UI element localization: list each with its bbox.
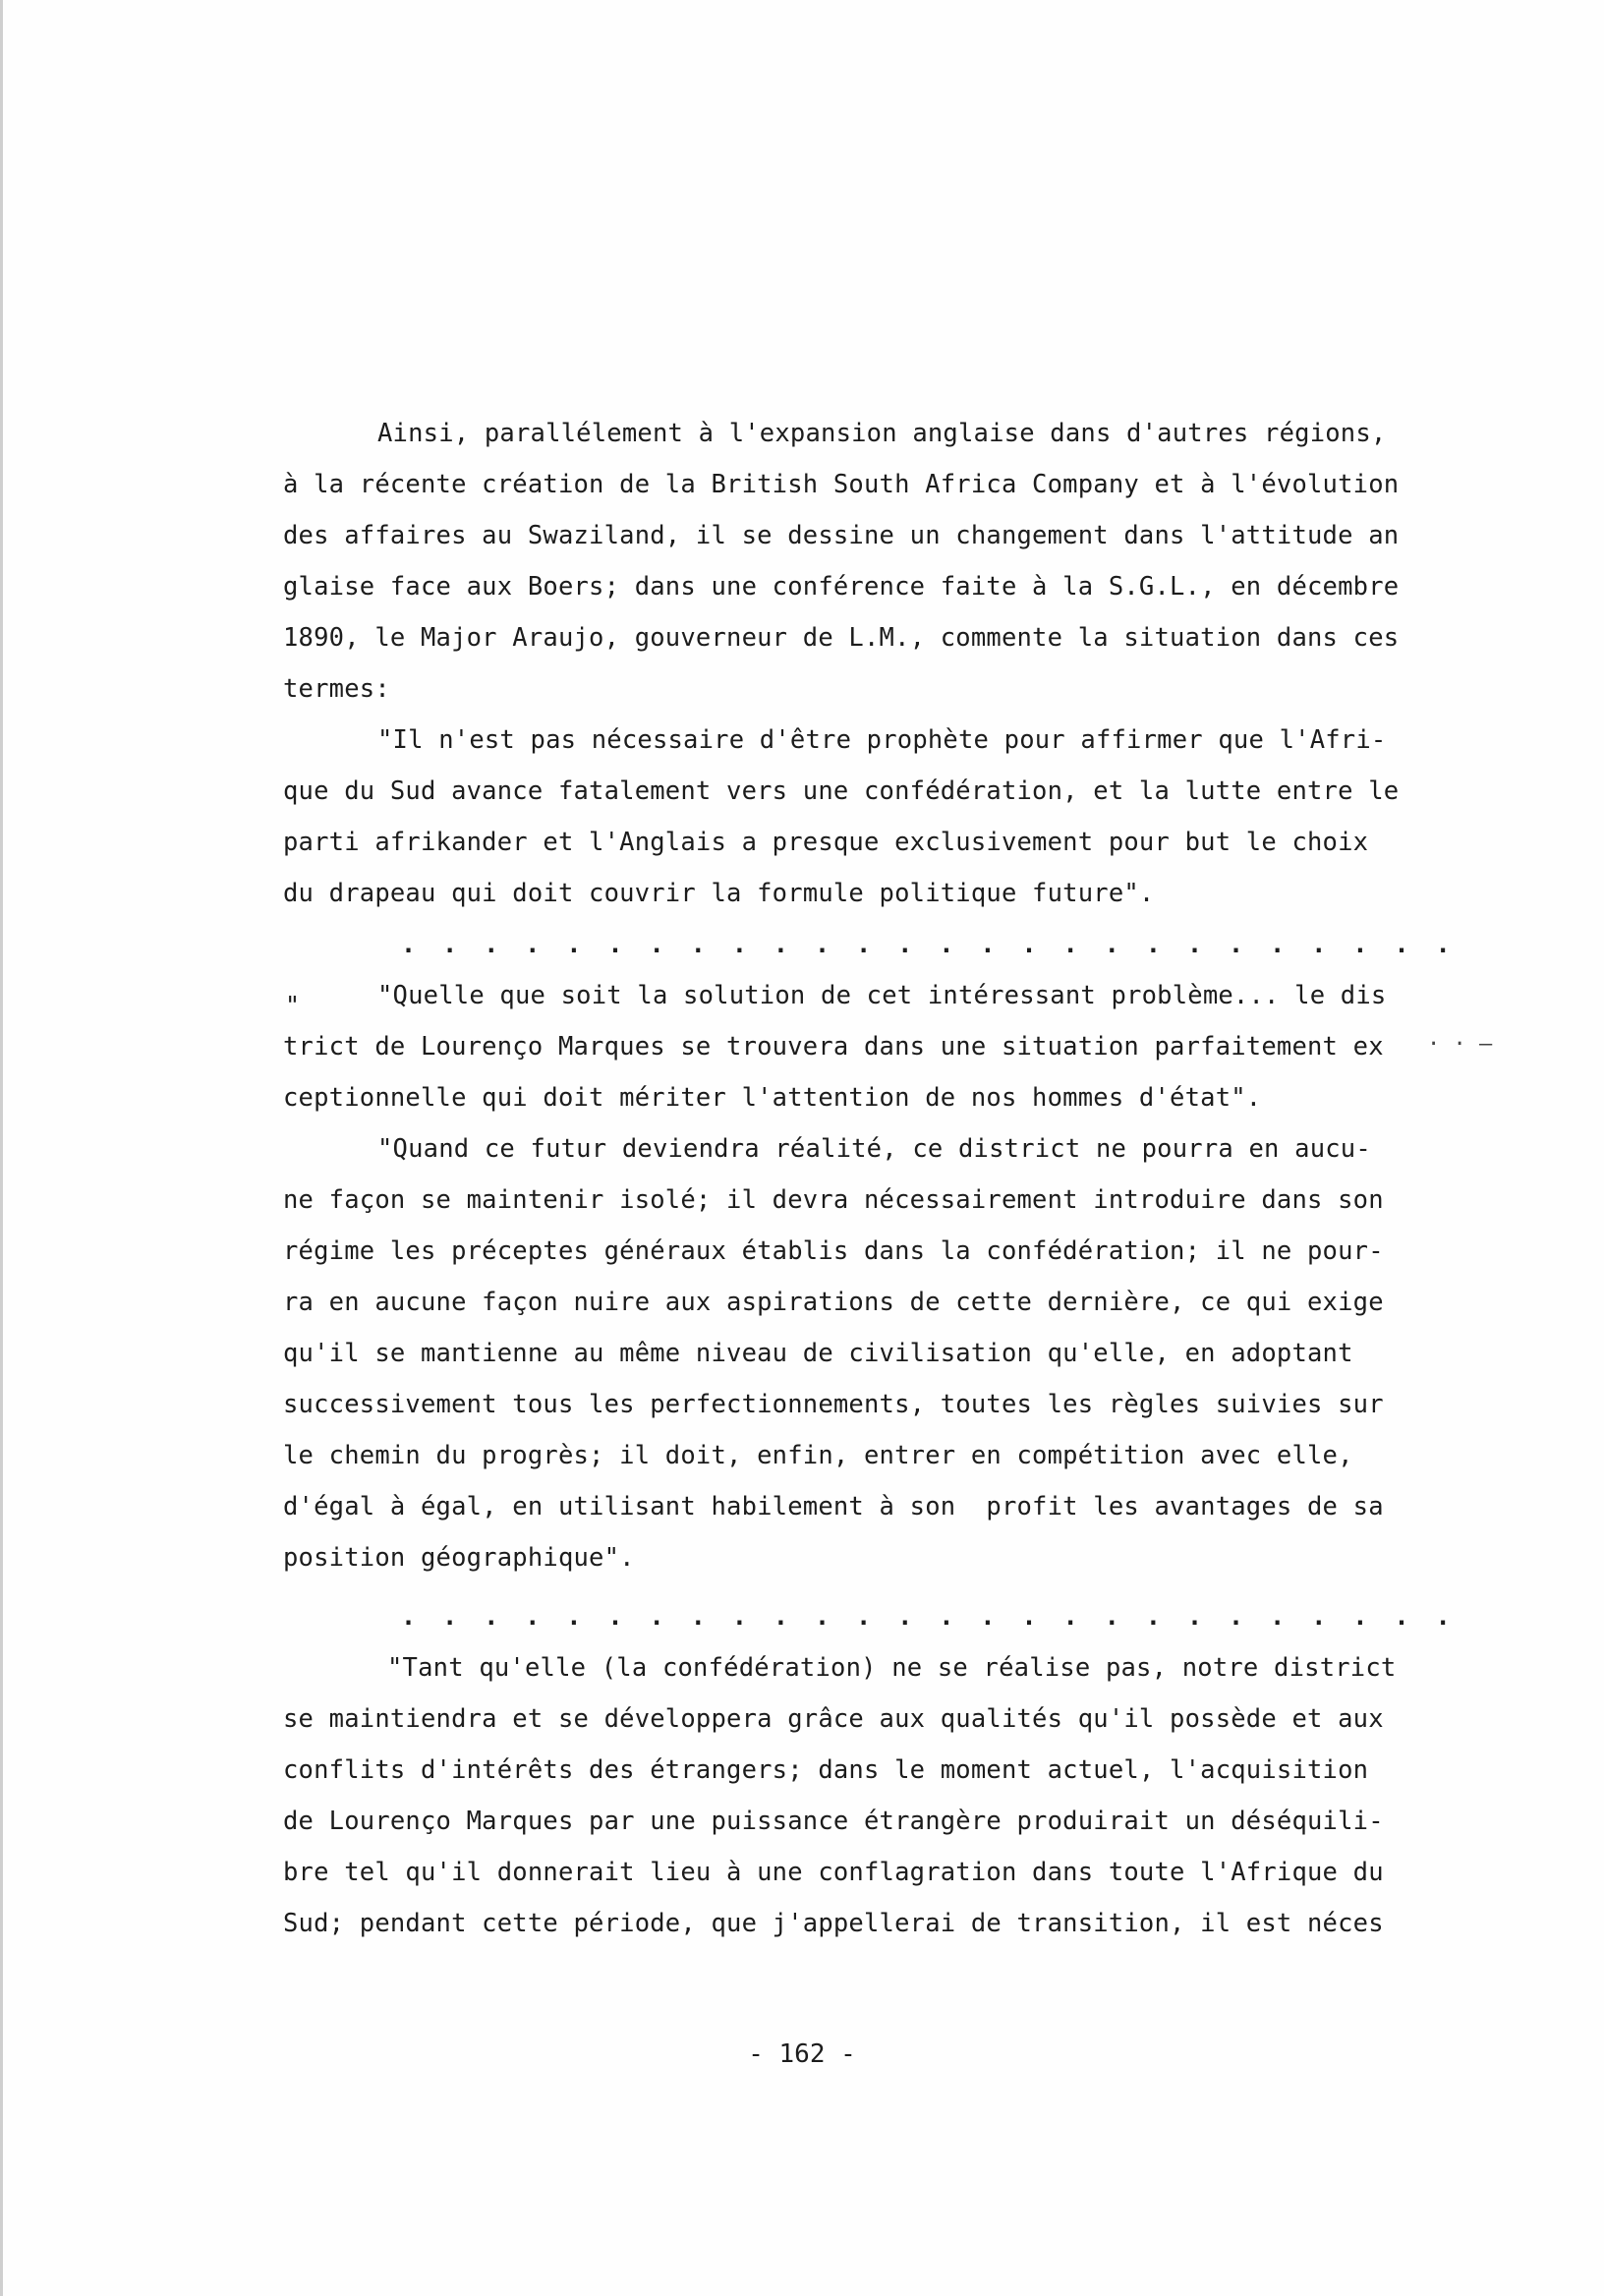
text-line: ra en aucune façon nuire aux aspirations de cette dernière, ce qui exige bbox=[283, 1288, 1384, 1317]
text-line: que du Sud avance fatalement vers une confédération, et la lutte entre le bbox=[283, 776, 1400, 806]
text-line: position géographique". bbox=[283, 1543, 635, 1573]
ellipsis-row: . . . . . . . . . . . . . . . . . . . . . . . . . . bbox=[401, 1602, 1457, 1631]
text-line: régime les préceptes généraux établis dans la confédération; il ne pour- bbox=[283, 1236, 1384, 1266]
paragraph-quote-3 bbox=[283, 1123, 1423, 1583]
text-line: Ainsi, parallélement à l'expansion anglaise dans d'autres régions, bbox=[377, 419, 1387, 448]
opening-quote-mark: " bbox=[285, 991, 301, 1019]
paragraph-quote-2 bbox=[283, 970, 1423, 1123]
text-line: Sud; pendant cette période, que j'appellerai de transition, il est néces bbox=[283, 1909, 1384, 1938]
text-line: termes: bbox=[283, 674, 390, 704]
text-line: 1890, le Major Araujo, gouverneur de L.M., commente la situation dans ces bbox=[283, 623, 1400, 653]
text-line: ceptionnelle qui doit mériter l'attention de nos hommes d'état". bbox=[283, 1083, 1262, 1113]
text-line: des affaires au Swaziland, il se dessine un changement dans l'attitude an bbox=[283, 521, 1400, 550]
paragraph-quote-1 bbox=[283, 715, 1423, 919]
text-line: ne façon se maintenir isolé; il devra nécessairement introduire dans son bbox=[283, 1185, 1384, 1215]
page-number: - 162 - bbox=[748, 2039, 856, 2069]
text-line: "Quand ce futur deviendra réalité, ce district ne pourra en aucu- bbox=[377, 1134, 1371, 1164]
text-line: glaise face aux Boers; dans une conférence faite à la S.G.L., en décembre bbox=[283, 572, 1400, 602]
text-line: parti afrikander et l'Anglais a presque exclusivement pour but le choix bbox=[283, 828, 1369, 857]
paragraph-quote-4 bbox=[283, 1642, 1423, 1949]
text-line: qu'il se mantienne au même niveau de civilisation qu'elle, en adoptant bbox=[283, 1339, 1353, 1368]
text-line: "Quelle que soit la solution de cet intéressant problème... le dis bbox=[377, 981, 1387, 1010]
paragraph-intro bbox=[283, 408, 1423, 715]
text-line: "Tant qu'elle (la confédération) ne se réalise pas, notre district bbox=[387, 1653, 1397, 1683]
body-text bbox=[283, 408, 1457, 1949]
text-line: le chemin du progrès; il doit, enfin, entrer en compétition avec elle, bbox=[283, 1441, 1353, 1470]
text-line: d'égal à égal, en utilisant habilement à son profit les avantages de sa bbox=[283, 1492, 1384, 1521]
text-line: "Il n'est pas nécessaire d'être prophète pour affirmer que l'Afri- bbox=[377, 725, 1387, 755]
text-line: à la récente création de la British South Africa Company et à l'évolution bbox=[283, 470, 1400, 499]
page-edge bbox=[0, 0, 3, 2296]
margin-smudge-icon: · · – bbox=[1427, 1032, 1493, 1057]
text-line: bre tel qu'il donnerait lieu à une conflagration dans toute l'Afrique du bbox=[283, 1858, 1384, 1887]
text-line: de Lourenço Marques par une puissance étrangère produirait un déséquili- bbox=[283, 1807, 1384, 1836]
text-line: se maintiendra et se développera grâce aux qualités qu'il possède et aux bbox=[283, 1704, 1384, 1734]
text-line: du drapeau qui doit couvrir la formule politique future". bbox=[283, 879, 1155, 908]
text-line: trict de Lourenço Marques se trouvera dans une situation parfaitement ex bbox=[283, 1032, 1384, 1062]
text-line: conflits d'intérêts des étrangers; dans le moment actuel, l'acquisition bbox=[283, 1755, 1369, 1785]
ellipsis-row: . . . . . . . . . . . . . . . . . . . . . . . . . . bbox=[401, 930, 1457, 958]
text-line: successivement tous les perfectionnements, toutes les règles suivies sur bbox=[283, 1390, 1384, 1419]
